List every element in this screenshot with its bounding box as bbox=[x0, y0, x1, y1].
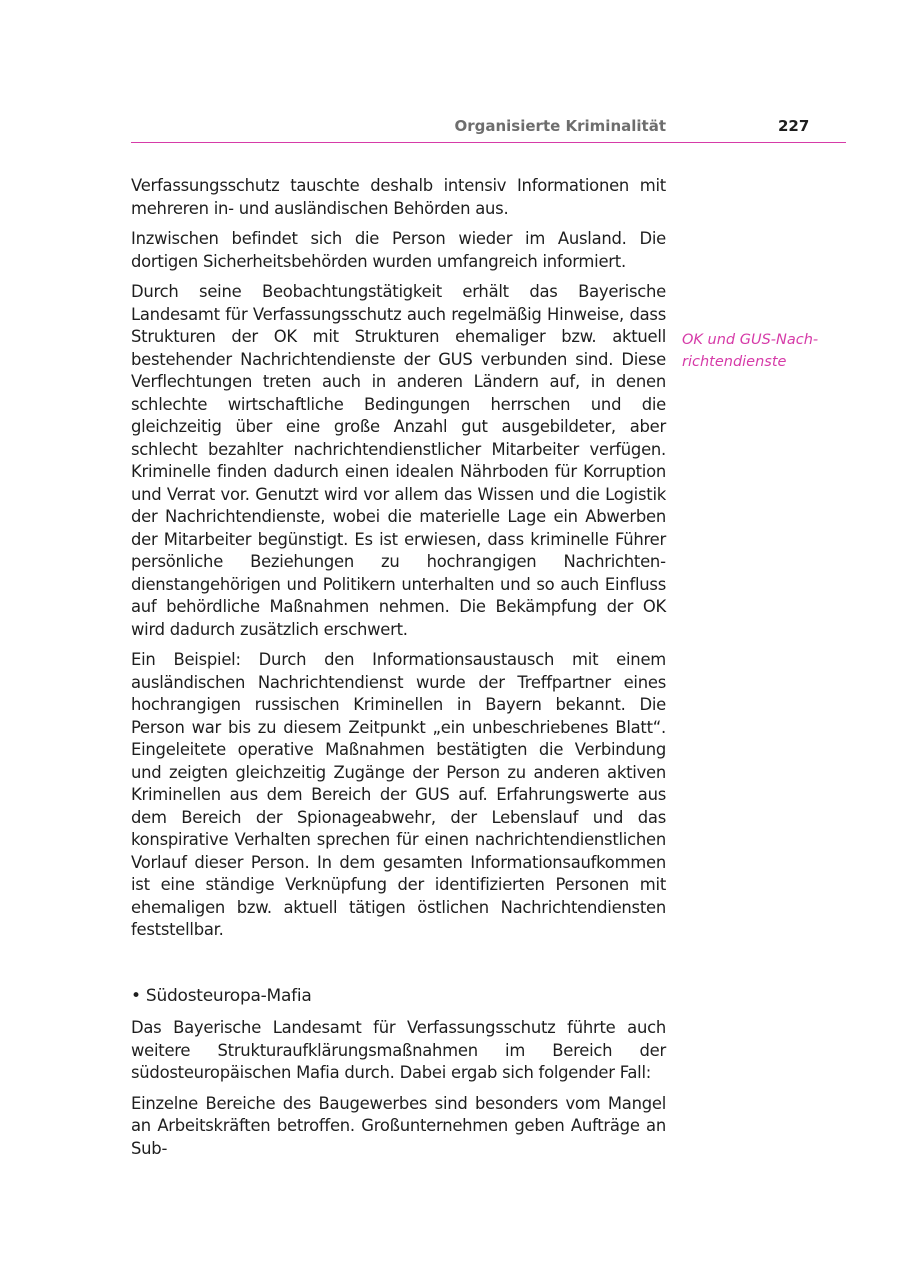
main-text-column bbox=[131, 175, 666, 1168]
section-heading: • Südosteuropa-Mafia bbox=[131, 985, 312, 1006]
margin-note-line: OK und GUS-Nach- bbox=[682, 332, 819, 348]
page-number: 227 bbox=[778, 117, 810, 135]
paragraph: Ein Beispiel: Durch den Informationsaustausch mit einem ausländischen Nachrichtendienst wurde der Treffpartner eines hochrangigen russischen Kriminellen in Bayern bekannt. Die Person war bis zu diesem Zeitpunkt „ein unbeschriebenes Blatt“. Eingeleitete operative Maßnahmen bestätigten die Verbindung und zeigten gleichzeitig Zugänge der Person zu anderen aktiven Kriminellen aus dem Bereich der GUS auf. Erfahrungswerte aus dem Bereich der Spionageabwehr, der Lebenslauf und das konspirative Verhalten sprechen für einen nachrichtendienstlichen Vorlauf dieser Person. In dem gesamten Informationsaufkommen ist eine ständige Verknüpfung der identifizierten Personen mit ehemaligen bzw. aktuell tätigen östlichen Nachrichtendiensten feststellbar. bbox=[131, 650, 666, 939]
chapter-title: Organisierte Kriminalität bbox=[454, 117, 666, 135]
paragraph: Durch seine Beobachtungstätigkeit erhält das Bayerische Landesamt für Verfassungsschutz auch regelmäßig Hinweise, dass Strukturen der OK mit Strukturen ehemaliger bzw. aktuell bestehender Nachrichtendienste der GUS verbunden sind. Diese Verflechtungen treten auch in anderen Ländern auf, in denen schlechte wirtschaftliche Bedingungen herrschen und die gleichzeitig über eine große Anzahl gut ausgebildeter, aber schlecht bezahlter nachrichtendienstlicher Mitarbeiter verfügen. Kriminelle finden dadurch einen idealen Nährboden für Korruption und Verrat vor. Genutzt wird vor allem das Wissen und die Logistik der Nachrichtendienste, wobei die materielle Lage ein Abwerben der Mitarbeiter begünstigt. Es ist erwiesen, dass kriminelle Führer persönliche Beziehungen zu hochrangigen Nachrichtendienstangehörigen und Politikern unterhalten und so auch Einfluss auf behördliche Maßnahmen nehmen. Die Bekämpfung der OK wird dadurch zusätzlich erschwert. bbox=[131, 282, 666, 639]
paragraph: Einzelne Bereiche des Baugewerbes sind besonders vom Mangel an Arbeitskräften betroffen. Großunternehmen geben Aufträge an Sub- bbox=[131, 1093, 666, 1158]
paragraph: Das Bayerische Landesamt für Verfassungsschutz führte auch weitere Strukturaufklärungsmaßnahmen im Bereich der südosteuropäischen Mafia durch. Dabei ergab sich folgender Fall: bbox=[131, 1018, 666, 1082]
paragraph: Verfassungsschutz tauschte deshalb intensiv Informationen mit mehreren in- und ausländischen Behörden aus. bbox=[131, 176, 666, 218]
margin-note-line: richtendienste bbox=[682, 354, 787, 370]
paragraph: Inzwischen befindet sich die Person wieder im Ausland. Die dortigen Sicherheitsbehörden wurden umfangreich informiert. bbox=[131, 229, 666, 271]
margin-note bbox=[682, 329, 832, 373]
running-header bbox=[131, 114, 846, 143]
